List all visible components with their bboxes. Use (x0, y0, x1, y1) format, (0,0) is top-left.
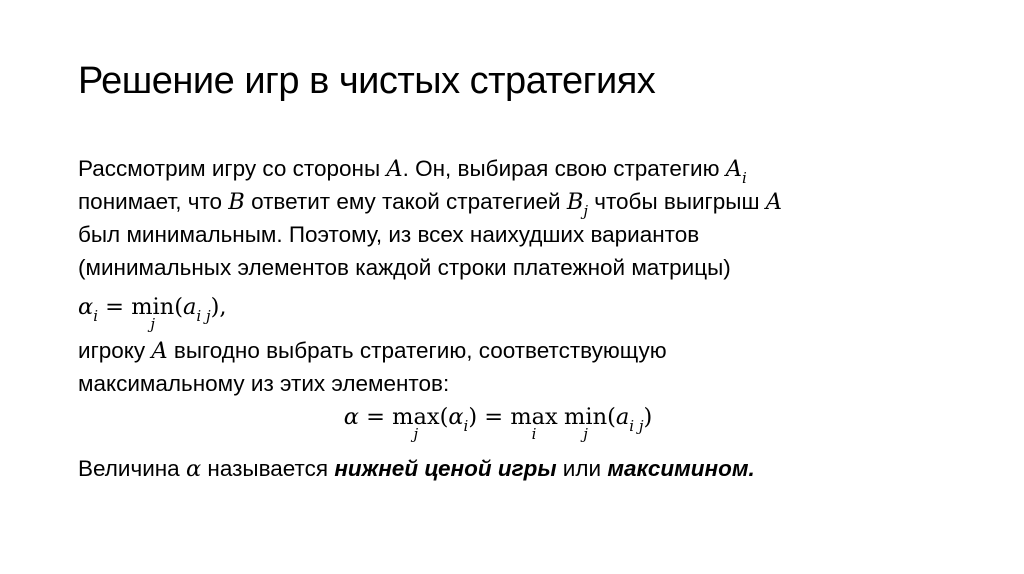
math-subscript: i j (629, 417, 644, 435)
math-min-operator (131, 291, 175, 333)
math-subscript: i (742, 169, 747, 187)
paragraph-2-line-2: максимальному из этих элементов: (78, 371, 450, 396)
math-under-index: j (583, 425, 588, 443)
paragraph-1-line-4: (минимальных элементов каждой строки платежной матрицы) (78, 255, 731, 280)
term-maximin: максимином. (607, 456, 755, 481)
math-max-text: max (392, 404, 440, 430)
math-min-text: min (564, 404, 608, 430)
math-paren: ) (643, 404, 653, 430)
math-min-text: min (131, 294, 175, 320)
math-paren: ) (468, 404, 478, 430)
text: ответит ему такой стратегией (244, 189, 567, 214)
text: понимает, что (78, 189, 229, 214)
paragraph-1-line-3: был минимальным. Поэтому, из всех наихудших вариантов (78, 222, 700, 247)
math-paren: ), (210, 294, 227, 320)
math-symbol: α (448, 404, 464, 430)
math-symbol: α (78, 294, 94, 320)
math-symbol: α (343, 404, 359, 430)
math-symbol: A (386, 156, 403, 182)
math-subscript: i (463, 417, 469, 435)
text: или (556, 456, 608, 481)
math-subscript: i (93, 307, 99, 325)
term-lower-value: нижней ценой игры (334, 456, 557, 481)
math-under-index: i (531, 425, 537, 443)
math-operator: = (358, 404, 393, 430)
math-symbol: A (765, 189, 783, 215)
math-symbol: B (228, 189, 245, 215)
math-under-index: j (413, 425, 419, 443)
math-min-operator (564, 401, 608, 443)
math-paren: ( (174, 294, 183, 320)
formula-alpha-i (78, 290, 958, 333)
math-paren: ( (439, 404, 449, 430)
math-symbol: α (185, 456, 202, 482)
math-operator: = (477, 404, 511, 430)
paragraph-3 (78, 452, 958, 485)
math-max-text: max (510, 404, 558, 430)
text: Величина (78, 456, 186, 481)
math-symbol: B (566, 189, 584, 215)
slide-body (78, 152, 958, 485)
formula-alpha-maximin (78, 400, 958, 448)
math-max-operator (510, 401, 558, 443)
text: . Он, выбирая свою стратегию (402, 156, 726, 181)
text: выгодно выбрать стратегию, соответствующую (167, 338, 667, 363)
math-max-operator (392, 401, 440, 443)
text: называется (201, 456, 335, 481)
math-paren: ( (607, 404, 616, 430)
math-symbol: a (615, 404, 630, 430)
text: чтобы выигрыш (588, 189, 766, 214)
math-operator: = (98, 294, 132, 320)
text: Рассмотрим игру со стороны (78, 156, 387, 181)
math-subscript: i j (196, 307, 211, 325)
paragraph-1-line-2 (78, 185, 958, 218)
slide-title: Решение игр в чистых стратегиях (78, 60, 656, 102)
text: игроку (78, 338, 152, 363)
math-subscript: j (583, 202, 589, 220)
math-symbol: A (725, 156, 742, 182)
math-under-index: j (150, 315, 156, 333)
math-symbol: a (183, 294, 197, 320)
paragraph-2-line-1 (78, 334, 958, 367)
math-symbol: A (151, 338, 168, 364)
paragraph-1-line-1 (78, 152, 958, 185)
